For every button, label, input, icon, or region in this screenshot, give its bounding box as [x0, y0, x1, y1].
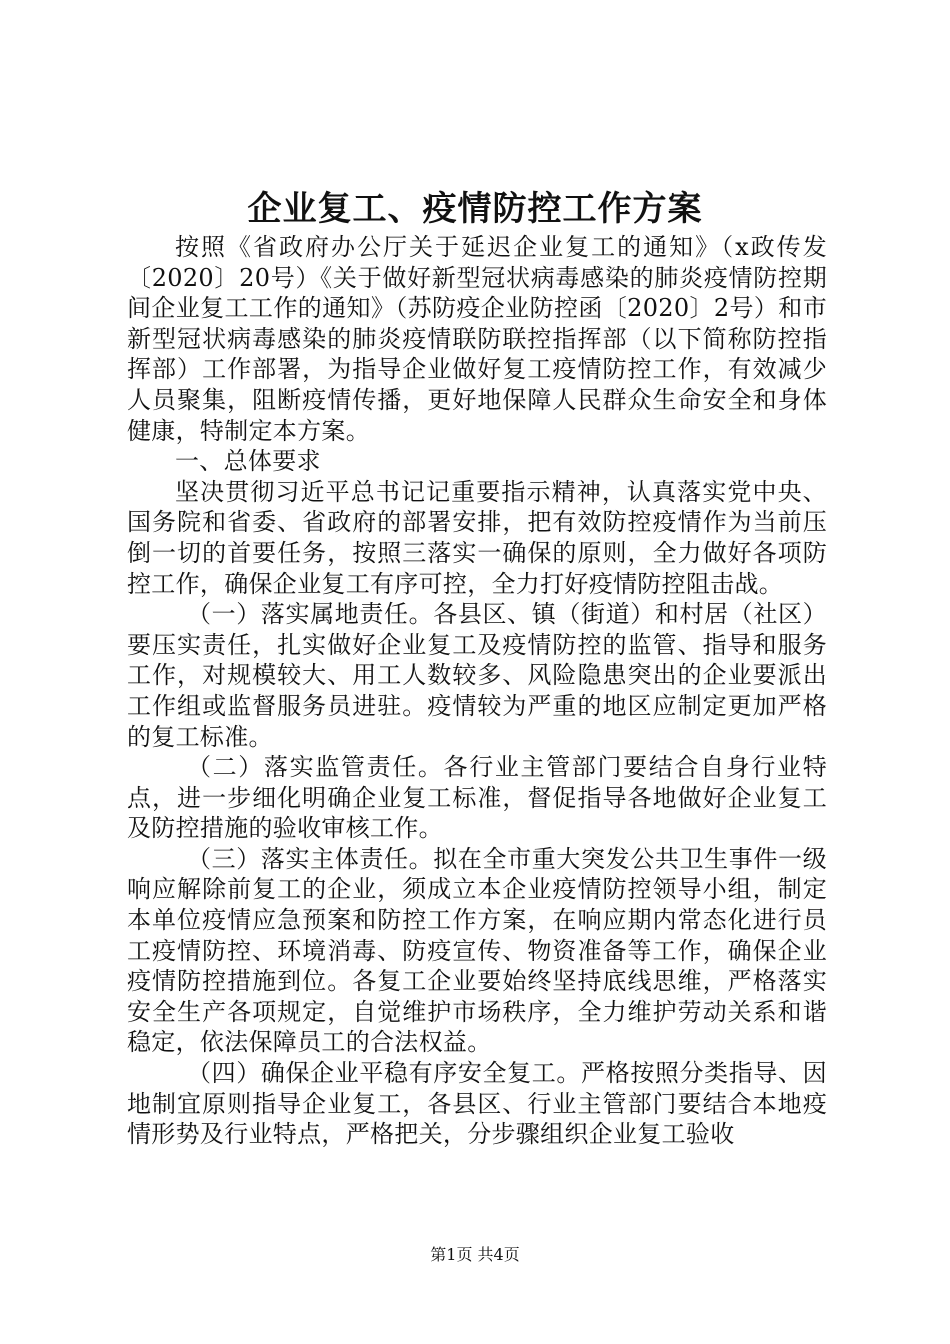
page-footer: 第1页 共4页 — [430, 1245, 520, 1264]
paragraph-item-3: （三）落实主体责任。拟在全市重大突发公共卫生事件一级响应解除前复工的企业，须成立本企业疫情防控领导小组，制定本单位疫情应急预案和防控工作方案，在响应期内常态化进行员工疫情防控、环境消毒、防疫宣传、物资准备等工作，确保企业疫情防控措施到位。各复工企业要始终坚持底线思维，严格落实安全生产各项规定，自觉维护市场秩序，全力维护劳动关系和谐稳定，依法保障员工的合法权益。 — [127, 844, 827, 1057]
paragraph-item-1: （一）落实属地责任。各县区、镇（街道）和村居（社区）要压实责任，扎实做好企业复工及疫情防控的监管、指导和服务工作，对规模较大、用工人数较多、风险隐患突出的企业要派出工作组或监督服务员进驻。疫情较为严重的地区应制定更加严格的复工标准。 — [127, 600, 827, 751]
paragraph-item-2: （二）落实监管责任。各行业主管部门要结合自身行业特点，进一步细化明确企业复工标准，督促指导各地做好企业复工及防控措施的验收审核工作。 — [127, 753, 827, 843]
paragraph-item-4: （四）确保企业平稳有序安全复工。严格按照分类指导、因地制宜原则指导企业复工，各县区、行业主管部门要结合本地疫情形势及行业特点，严格把关，分步骤组织企业复工验收 — [127, 1059, 827, 1149]
section-heading-general-requirements: 一、总体要求 — [175, 447, 321, 476]
paragraph-intro: 按照《省政府办公厅关于延迟企业复工的通知》（x政传发〔2020〕20号）《关于做好新型冠状病毒感染的肺炎疫情防控期间企业复工工作的通知》（苏防疫企业防控函〔2020〕2号）和市新型冠状病毒感染的肺炎疫情联防联控指挥部（以下简称防控指挥部）工作部署，为指导企业做好复工疫情防控工作，有效减少人员聚集，阻断疫情传播，更好地保障人民群众生命安全和身体健康，特制定本方案。 — [127, 233, 827, 445]
document-title: 企业复工、疫情防控工作方案 — [247, 189, 703, 229]
paragraph-general-requirements: 坚决贯彻习近平总书记记重要指示精神，认真落实党中央、国务院和省委、省政府的部署安排，把有效防控疫情作为当前压倒一切的首要任务，按照三落实一确保的原则，全力做好各项防控工作，确保企业复工有序可控，全力打好疫情防控阻击战。 — [127, 477, 827, 598]
document-body — [127, 232, 827, 1150]
